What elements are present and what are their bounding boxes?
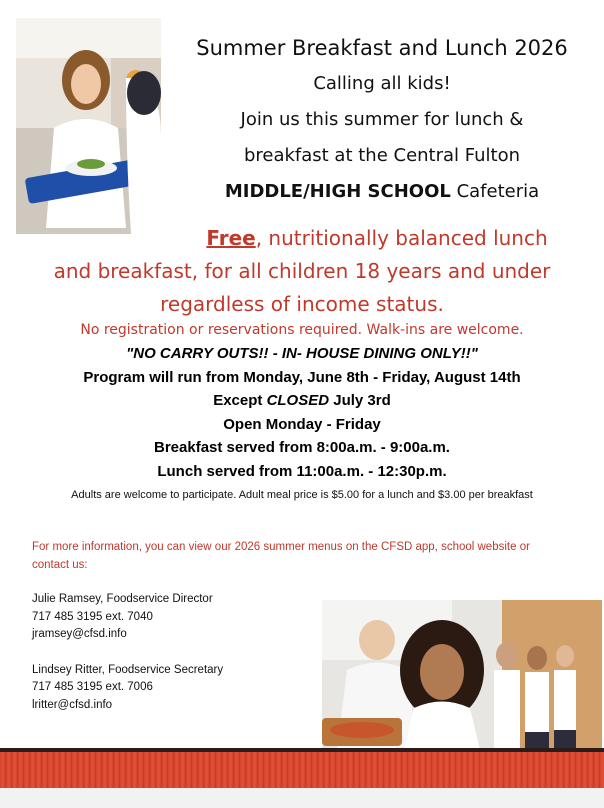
program-dates-line: Program will run from Monday, June 8th - Friday, August 14th [83,368,521,386]
decorative-red-bar [0,748,604,788]
invite-line-1: Join us this summer for lunch & [240,109,524,130]
offer-line-1 [0,222,604,255]
contacts-list [32,591,223,714]
contact-name: Julie Ramsey, Foodservice Director [32,593,213,605]
heading-block [160,30,604,210]
cafeteria-label: Cafeteria [450,181,540,202]
open-days-line: Open Monday - Friday [223,415,381,433]
adult-price-note: Adults are welcome to participate. Adult meal price is $5.00 for a lunch and $3.00 per breakfast [71,489,533,501]
calling-line: Calling all kids! [313,73,451,94]
offer-line-1-rest: , nutritionally balanced lunch [255,226,548,250]
registration-note: No registration or reservations required. Walk-ins are welcome. [80,322,524,338]
offer-line-3: regardless of income status. [160,292,444,316]
lunch-hours-line: Lunch served from 11:00a.m. - 12:30p.m. [157,462,447,480]
closed-line [0,389,604,413]
invite-line-2: breakfast at the Central Fulton [243,145,521,166]
offer-line-2: and breakfast, for all children 18 years and under [53,259,551,283]
no-carry-outs-line: "NO CARRY OUTS!! - IN- HOUSE DINING ONLY!!" [126,345,478,362]
footer-strip [0,788,604,808]
contact-name: Lindsey Ritter, Foodservice Secretary [32,663,224,676]
cafeteria-server-photo [16,18,161,234]
offer-block [0,222,604,321]
contact-phone: 717 485 3195 ext. 7006 [32,681,153,693]
location-line [160,174,604,210]
program-block [0,342,604,483]
free-label: Free [206,226,256,250]
school-name: MIDDLE/HIGH SCHOOL [224,181,451,202]
page-title: Summer Breakfast and Lunch 2026 [196,36,568,60]
contact-phone: 717 485 3195 ext. 7040 [32,610,153,623]
contact-email[interactable]: lritter@cfsd.info [32,698,113,711]
contact-email[interactable]: jramsey@cfsd.info [32,628,127,640]
students-in-lunch-line-photo [322,600,602,750]
breakfast-hours-line: Breakfast served from 8:00a.m. - 9:00a.m. [154,439,450,456]
more-info-text: For more information, you can view our 2026 summer menus on the CFSD app, school website or contact us: [32,541,530,571]
except-prefix: Except [213,392,267,409]
closed-date: July 3rd [329,392,391,409]
closed-word: CLOSED [266,392,330,409]
